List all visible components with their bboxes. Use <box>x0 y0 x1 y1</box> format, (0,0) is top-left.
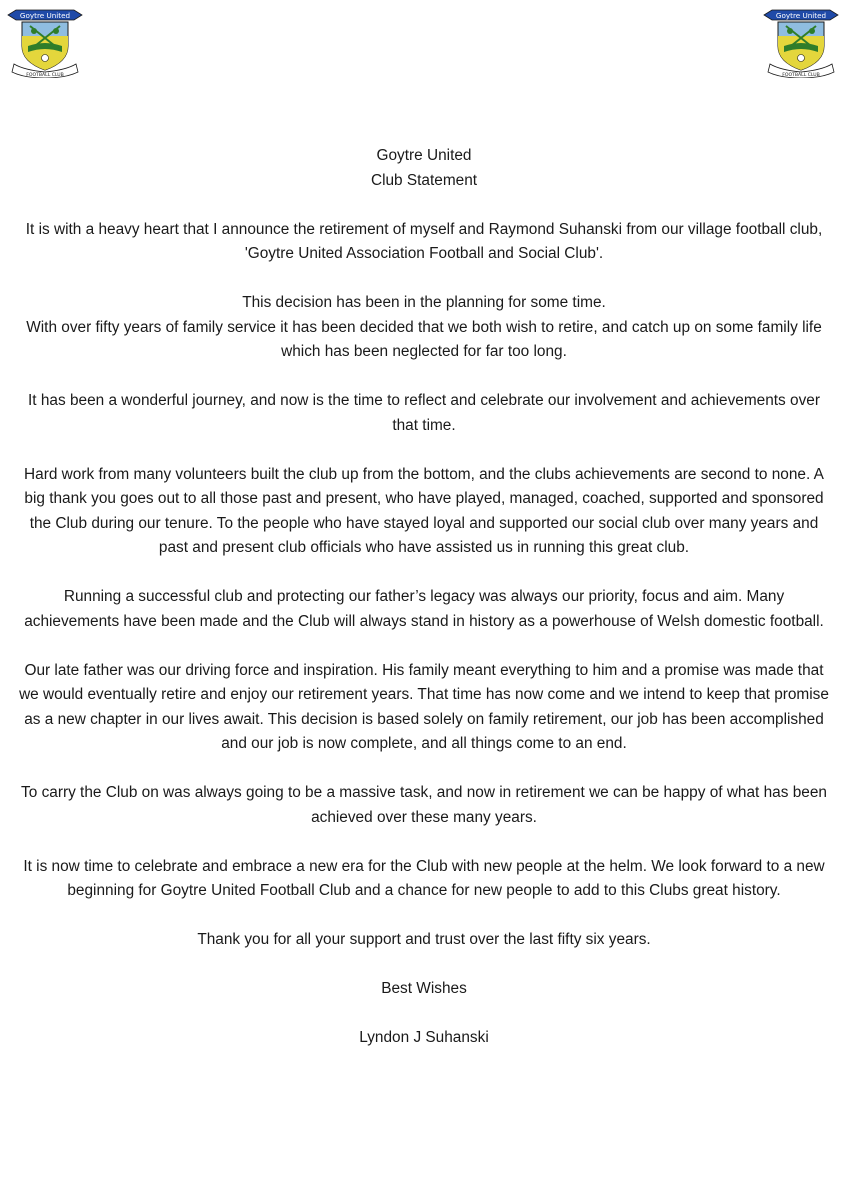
crest-icon <box>762 6 840 78</box>
statement-paragraph: It has been a wonderful journey, and now is the time to reflect and celebrate our involvement and achievements over that time. <box>28 392 820 434</box>
club-statement <box>0 144 848 1075</box>
statement-paragraph: It is now time to celebrate and embrace a new era for the Club with new people at the helm. We look forward to a new beginning for Goytre United Football Club and a chance for new people to add to this Clubs great history. <box>23 857 825 899</box>
statement-paragraph: Hard work from many volunteers built the club up from the bottom, and the clubs achievements are second to none. A big thank you goes out to all those past and present, who have played, managed, coached, supported and sponsored the Club during our tenure. To the people who have stayed loyal and supported our social club over many years and past and present club officials who have assisted us in running this great club. <box>24 465 824 556</box>
crest-icon <box>6 6 84 78</box>
statement-paragraph: With over fifty years of family service it has been decided that we both wish to retire, and catch up on some family life which has been neglected for far too long. <box>26 318 822 360</box>
statement-paragraph: Running a successful club and protecting our father’s legacy was always our priority, focus and aim. Many achievements have been made and the Club will always stand in history as a powerhouse of Welsh domestic football. <box>24 588 824 630</box>
club-crest-left <box>6 6 84 78</box>
crest-scroll-text: FOOTBALL CLUB <box>782 73 820 78</box>
statement-paragraph: To carry the Club on was always going to be a massive task, and now in retirement we can be happy of what has been achieved over these many years. <box>21 784 827 826</box>
club-crest-right <box>762 6 840 78</box>
crest-scroll-text: FOOTBALL CLUB <box>26 73 64 78</box>
statement-paragraph: This decision has been in the planning for some time. <box>242 294 606 311</box>
statement-paragraph: Thank you for all your support and trust over the last fifty six years. <box>197 931 651 948</box>
statement-paragraph: Our late father was our driving force and inspiration. His family meant everything to him and a promise was made that we would eventually retire and enjoy our retirement years. That time has now come and we intend to keep that promise as a new chapter in our lives await. This decision is based solely on family retirement, our job has been accomplished and our job is now complete, and all things come to an end. <box>19 661 829 752</box>
statement-org: Goytre United <box>376 147 472 164</box>
statement-closing: Best Wishes <box>381 980 467 997</box>
statement-signature: Lyndon J Suhanski <box>359 1029 489 1046</box>
statement-heading: Club Statement <box>370 171 478 189</box>
statement-paragraph: It is with a heavy heart that I announce the retirement of myself and Raymond Suhanski from our village football club, 'Goytre United Association Football and Social Club'. <box>25 220 823 262</box>
crest-banner-text: Goytre United <box>19 11 71 20</box>
crest-banner-text: Goytre United <box>775 11 827 20</box>
